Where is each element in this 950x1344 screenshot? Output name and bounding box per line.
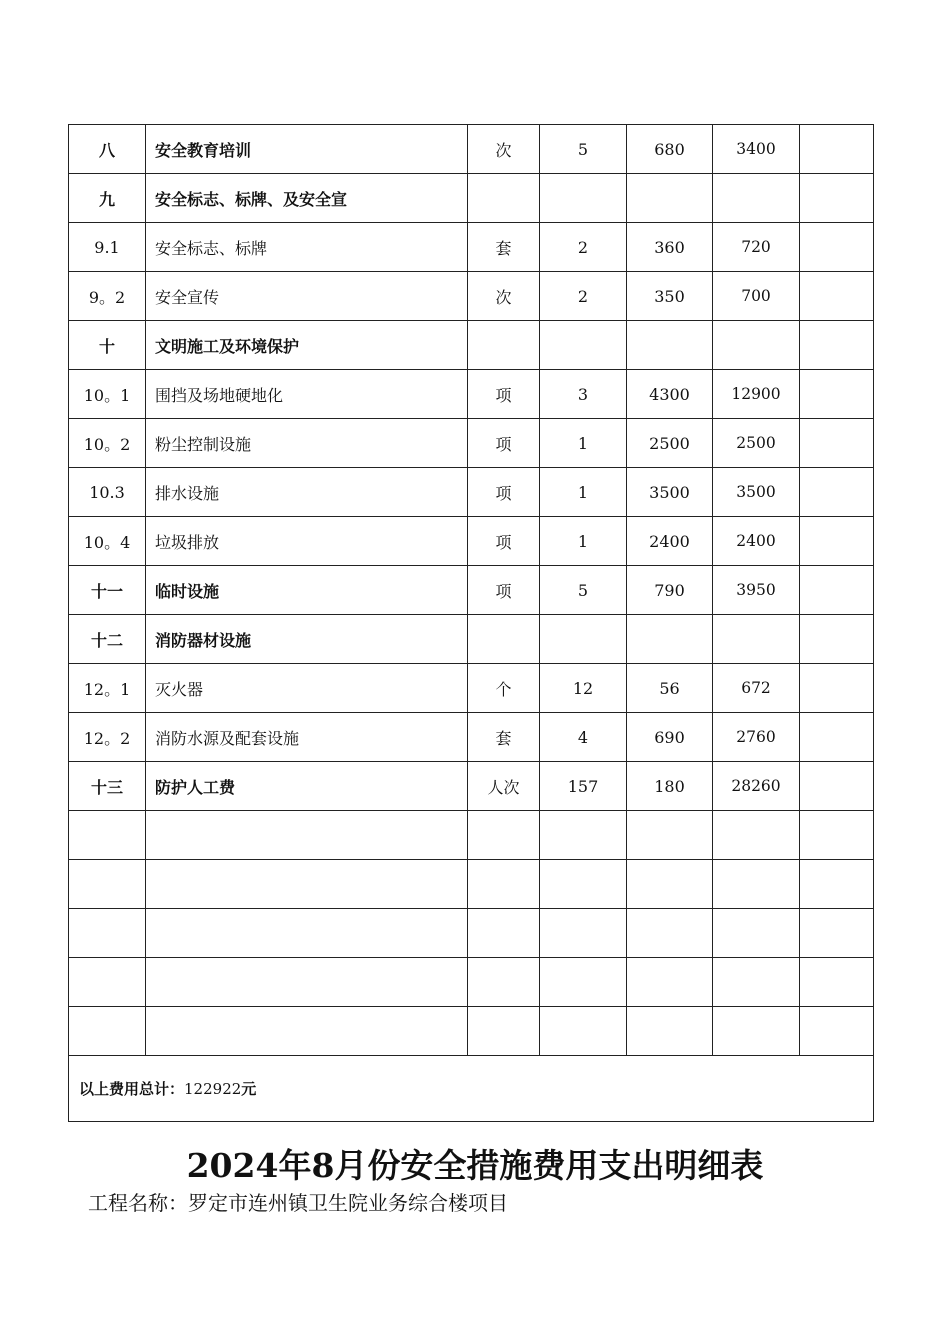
unit-cell (468, 909, 540, 958)
quantity-cell: 1 (540, 419, 627, 468)
project-name-line (88, 1187, 508, 1216)
amount-cell: 3950 (713, 566, 800, 615)
item-name-cell: 文明施工及环境保护 (146, 321, 468, 370)
remark-cell (800, 517, 874, 566)
item-number-cell: 十 (69, 321, 146, 370)
amount-cell: 700 (713, 272, 800, 321)
table-row (69, 762, 874, 811)
amount-cell: 28260 (713, 762, 800, 811)
item-name-cell (146, 811, 468, 860)
unit-cell (468, 811, 540, 860)
remark-cell (800, 370, 874, 419)
item-number-cell: 十二 (69, 615, 146, 664)
unit-price-cell: 3500 (627, 468, 713, 517)
table-row (69, 615, 874, 664)
table-row (69, 909, 874, 958)
unit-price-cell (627, 860, 713, 909)
total-label: 以上费用总计： (79, 1080, 185, 1098)
item-number-cell (69, 811, 146, 860)
quantity-cell (540, 860, 627, 909)
quantity-cell (540, 615, 627, 664)
item-name-cell: 安全标志、标牌、及安全宣 (146, 174, 468, 223)
item-name-cell (146, 860, 468, 909)
quantity-cell (540, 958, 627, 1007)
table-row (69, 468, 874, 517)
table-row (69, 713, 874, 762)
item-name-cell: 排水设施 (146, 468, 468, 517)
unit-cell: 项 (468, 517, 540, 566)
total-row (69, 1056, 874, 1122)
amount-cell: 672 (713, 664, 800, 713)
amount-cell: 3500 (713, 468, 800, 517)
quantity-cell: 157 (540, 762, 627, 811)
unit-price-cell (627, 615, 713, 664)
item-name-cell: 围挡及场地硬地化 (146, 370, 468, 419)
item-number-cell: 10。1 (69, 370, 146, 419)
item-number-cell (69, 958, 146, 1007)
remark-cell (800, 419, 874, 468)
quantity-cell: 1 (540, 517, 627, 566)
amount-cell: 2760 (713, 713, 800, 762)
unit-cell: 套 (468, 713, 540, 762)
unit-price-cell (627, 909, 713, 958)
quantity-cell: 12 (540, 664, 627, 713)
quantity-cell: 5 (540, 125, 627, 174)
item-number-cell: 10。4 (69, 517, 146, 566)
item-name-cell (146, 958, 468, 1007)
table-row (69, 811, 874, 860)
remark-cell (800, 713, 874, 762)
unit-price-cell (627, 811, 713, 860)
remark-cell (800, 762, 874, 811)
item-name-cell: 垃圾排放 (146, 517, 468, 566)
table-row (69, 1007, 874, 1056)
remark-cell (800, 664, 874, 713)
quantity-cell: 5 (540, 566, 627, 615)
item-number-cell: 9。2 (69, 272, 146, 321)
table-row (69, 370, 874, 419)
unit-price-cell: 2400 (627, 517, 713, 566)
document-title: 2024年8月份安全措施费用支出明细表 (186, 1146, 764, 1185)
remark-cell (800, 174, 874, 223)
unit-cell: 次 (468, 272, 540, 321)
amount-cell (713, 615, 800, 664)
amount-cell (713, 174, 800, 223)
item-name-cell: 临时设施 (146, 566, 468, 615)
remark-cell (800, 958, 874, 1007)
unit-price-cell: 360 (627, 223, 713, 272)
remark-cell (800, 860, 874, 909)
unit-price-cell (627, 321, 713, 370)
item-name-cell (146, 1007, 468, 1056)
item-name-cell: 消防器材设施 (146, 615, 468, 664)
item-number-cell: 八 (69, 125, 146, 174)
remark-cell (800, 1007, 874, 1056)
unit-price-cell (627, 1007, 713, 1056)
unit-cell: 次 (468, 125, 540, 174)
item-number-cell: 10.3 (69, 468, 146, 517)
table-row (69, 272, 874, 321)
item-name-cell: 灭火器 (146, 664, 468, 713)
item-name-cell: 安全宣传 (146, 272, 468, 321)
quantity-cell (540, 811, 627, 860)
unit-cell (468, 321, 540, 370)
remark-cell (800, 909, 874, 958)
item-name-cell: 防护人工费 (146, 762, 468, 811)
quantity-cell: 4 (540, 713, 627, 762)
unit-price-cell: 790 (627, 566, 713, 615)
amount-cell (713, 860, 800, 909)
unit-cell (468, 958, 540, 1007)
table-row (69, 664, 874, 713)
quantity-cell: 3 (540, 370, 627, 419)
unit-cell (468, 615, 540, 664)
remark-cell (800, 321, 874, 370)
remark-cell (800, 811, 874, 860)
unit-cell: 人次 (468, 762, 540, 811)
quantity-cell (540, 321, 627, 370)
unit-cell: 套 (468, 223, 540, 272)
table-row (69, 419, 874, 468)
quantity-cell (540, 174, 627, 223)
unit-price-cell: 4300 (627, 370, 713, 419)
project-label: 工程名称： (88, 1191, 188, 1215)
quantity-cell: 1 (540, 468, 627, 517)
unit-cell: 个 (468, 664, 540, 713)
quantity-cell (540, 1007, 627, 1056)
unit-price-cell: 56 (627, 664, 713, 713)
unit-cell: 项 (468, 468, 540, 517)
item-name-cell: 消防水源及配套设施 (146, 713, 468, 762)
quantity-cell: 2 (540, 223, 627, 272)
table-row (69, 174, 874, 223)
total-cell (69, 1056, 874, 1122)
quantity-cell (540, 909, 627, 958)
remark-cell (800, 615, 874, 664)
table-row (69, 321, 874, 370)
amount-cell (713, 1007, 800, 1056)
item-number-cell: 十一 (69, 566, 146, 615)
unit-price-cell: 180 (627, 762, 713, 811)
unit-cell: 项 (468, 419, 540, 468)
item-number-cell: 10。2 (69, 419, 146, 468)
table-row (69, 566, 874, 615)
unit-price-cell (627, 174, 713, 223)
unit-cell (468, 860, 540, 909)
amount-cell: 720 (713, 223, 800, 272)
amount-cell (713, 958, 800, 1007)
safety-expense-table (68, 124, 874, 1122)
amount-cell: 2500 (713, 419, 800, 468)
table-body (69, 125, 874, 1056)
unit-price-cell: 350 (627, 272, 713, 321)
unit-cell (468, 174, 540, 223)
item-number-cell (69, 1007, 146, 1056)
table-row (69, 860, 874, 909)
total-amount: 122922 (184, 1080, 242, 1098)
project-name: 罗定市连州镇卫生院业务综合楼项目 (188, 1191, 508, 1215)
item-name-cell: 安全标志、标牌 (146, 223, 468, 272)
total-unit: 元 (241, 1080, 257, 1098)
item-number-cell (69, 860, 146, 909)
item-number-cell: 十三 (69, 762, 146, 811)
table-row (69, 958, 874, 1007)
unit-price-cell: 690 (627, 713, 713, 762)
amount-cell (713, 811, 800, 860)
amount-cell: 2400 (713, 517, 800, 566)
table-row (69, 223, 874, 272)
item-number-cell: 12。1 (69, 664, 146, 713)
remark-cell (800, 272, 874, 321)
unit-cell (468, 1007, 540, 1056)
item-name-cell: 安全教育培训 (146, 125, 468, 174)
item-number-cell: 九 (69, 174, 146, 223)
table-row (69, 125, 874, 174)
unit-price-cell (627, 958, 713, 1007)
amount-cell: 3400 (713, 125, 800, 174)
item-name-cell: 粉尘控制设施 (146, 419, 468, 468)
table-row (69, 517, 874, 566)
remark-cell (800, 566, 874, 615)
unit-price-cell: 2500 (627, 419, 713, 468)
unit-price-cell: 680 (627, 125, 713, 174)
remark-cell (800, 223, 874, 272)
remark-cell (800, 468, 874, 517)
remark-cell (800, 125, 874, 174)
unit-cell: 项 (468, 566, 540, 615)
amount-cell (713, 909, 800, 958)
item-number-cell (69, 909, 146, 958)
amount-cell: 12900 (713, 370, 800, 419)
item-number-cell: 12。2 (69, 713, 146, 762)
quantity-cell: 2 (540, 272, 627, 321)
amount-cell (713, 321, 800, 370)
unit-cell: 项 (468, 370, 540, 419)
item-number-cell: 9.1 (69, 223, 146, 272)
item-name-cell (146, 909, 468, 958)
